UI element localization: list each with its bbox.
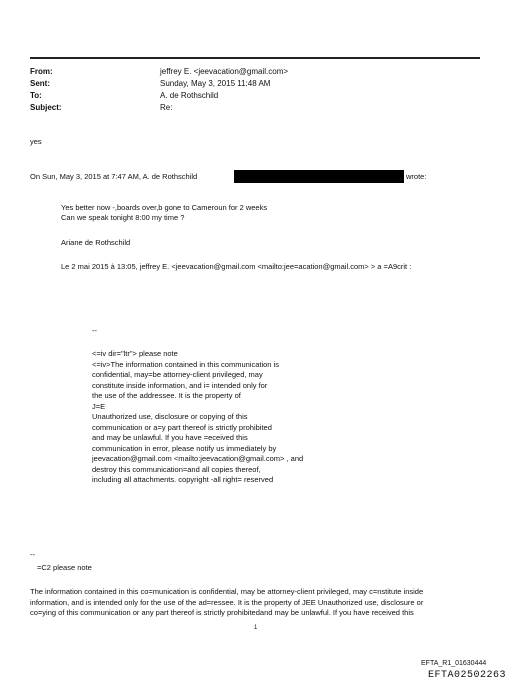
from-value: jeffrey E. <jeevacation@gmail.com>	[160, 67, 289, 76]
disclaimer-1-line: destroy this communication=and all copies thereof,	[92, 464, 261, 474]
from-label: From:	[30, 67, 53, 76]
disclaimer-2-line: co=ying of this communication or any part thereof is strictly prohibitedand may be unlawful. If you have received this	[30, 608, 414, 617]
note-2: =C2 please note	[37, 563, 92, 572]
to-label: To:	[30, 91, 42, 100]
reply-text: yes	[30, 137, 42, 146]
header-rule	[30, 57, 480, 59]
sent-label: Sent:	[30, 79, 50, 88]
disclaimer-1-line: confidential, may=be attorney-client privileged, may	[92, 370, 263, 379]
subject-label: Subject:	[30, 103, 62, 112]
sent-value: Sunday, May 3, 2015 11:48 AM	[160, 79, 271, 88]
quote-wrote: wrote:	[406, 172, 427, 181]
disclaimer-2-line: The information contained in this co=munication is confidential, may be attorney-client privileged, may c=nstitute inside	[30, 587, 424, 596]
disclaimer-1-line: communication in error, please notify us immediately by	[92, 443, 277, 453]
quote-intro: On Sun, May 3, 2015 at 7:47 AM, A. de Rothschild	[30, 172, 198, 181]
disclaimer-1-line: <=iv>The information contained in this communication is	[92, 359, 279, 369]
efta-id-small: EFTA_R1_01630444	[421, 660, 487, 667]
disclaimer-block-1	[92, 349, 303, 486]
quoted-line-1: Yes better now -,boards over,b gone to Cameroun for 2 weeks	[61, 203, 268, 212]
to-value: A. de Rothschild	[160, 91, 219, 100]
disclaimer-1-line: the use of the addressee. It is the property of	[92, 391, 241, 400]
signature: Ariane de Rothschild	[61, 238, 131, 247]
disclaimer-1-line: and may be unlawful. If you have =eceived this	[92, 433, 248, 442]
french-intro: Le 2 mai 2015 à 13:05, jeffrey E. <jeevacation@gmail.com <mailto:jee=acation@gmail.com> > a =A9crit :	[61, 262, 412, 271]
disclaimer-1-line: including all attachments. copyright -all right= reserved	[92, 475, 274, 484]
disclaimer-1-line: J=E	[92, 401, 106, 411]
redaction-box	[234, 170, 404, 183]
disclaimer-1-line: constitute inside information, and i= intended only for	[92, 380, 268, 390]
disclaimer-1-line: <=iv dir="ltr"> please note	[92, 349, 178, 358]
quoted-line-2: Can we speak tonight 8:00 my time ?	[61, 213, 185, 222]
disclaimer-1-line: communication or a=y part thereof is strictly prohibited	[92, 422, 272, 432]
disclaimer-1-line: jeevacation@gmail.com <mailto:jeevacation@gmail.com> , and	[92, 454, 304, 463]
disclaimer-block-2	[30, 587, 423, 619]
disclaimer-2-line: information, and is intended only for the use of the ad=ressee. It is the property of JEE Unauthorized use, disclosure or	[30, 597, 424, 607]
subject-value: Re:	[160, 103, 173, 112]
dashes-1: --	[92, 326, 97, 335]
disclaimer-1-line: Unauthorized use, disclosure or copying of this	[92, 412, 248, 421]
efta-id-large: EFTA02502263	[428, 670, 507, 681]
page-number: 1	[254, 625, 258, 631]
dashes-2: --	[30, 550, 35, 559]
